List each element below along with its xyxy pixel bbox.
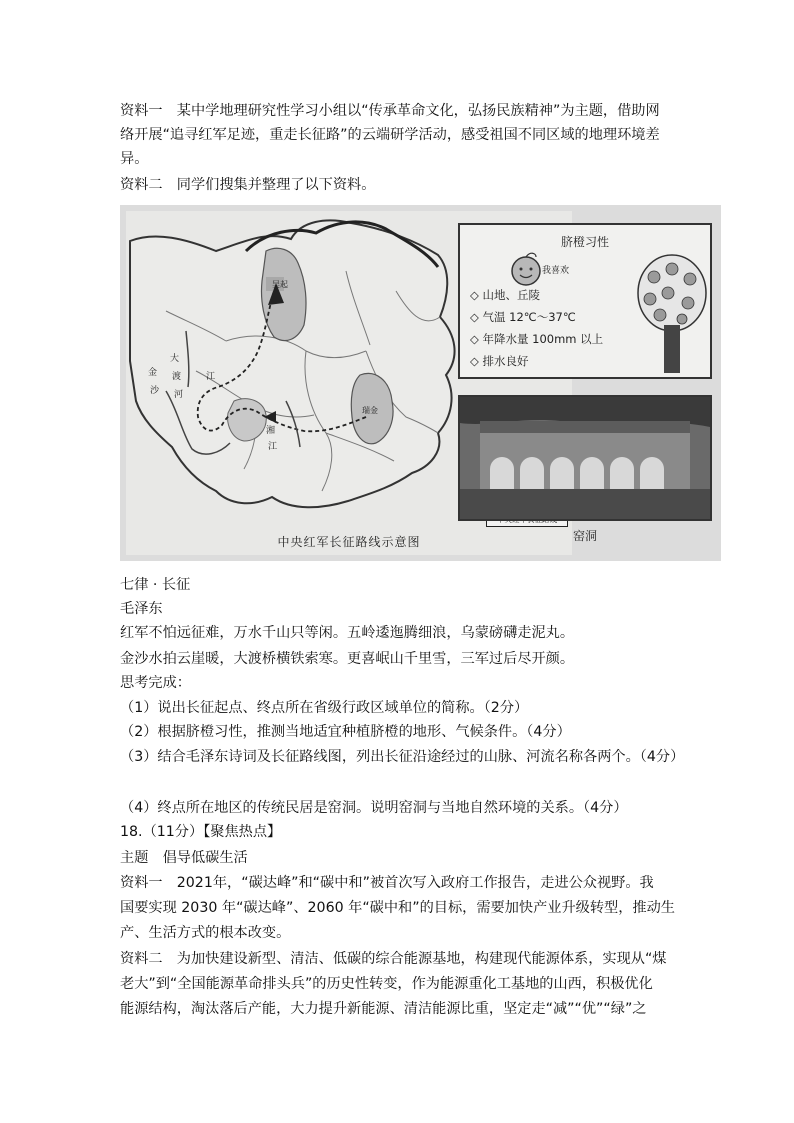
river-label-5: 沙: [150, 386, 160, 396]
q18-material2-line1: 资料二 为加快建设新型、清洁、低碳的综合能源基地，构建现代能源体系，实现从“煤: [120, 951, 667, 967]
material1-line3: 异。: [120, 151, 149, 167]
river-label-3: 河: [174, 390, 184, 400]
question-3: （3）结合毛泽东诗词及长征路线图，列出长征沿途经过的山脉、河流名称各两个。（4分）: [120, 749, 685, 765]
q18-header: 18.（11分）【聚焦热点】: [120, 824, 282, 840]
poem-author: 毛泽东: [120, 601, 163, 617]
q18-material1-line2: 国要实现 2030 年“碳达峰”、2060 年“碳中和”的目标，需要加快产业升级转型，推动生: [120, 900, 675, 916]
navel-item-1: ◇ 山地、丘陵: [470, 288, 540, 302]
q18-theme: 主题 倡导低碳生活: [120, 850, 248, 866]
cave-dwelling-drawing: [460, 397, 710, 519]
question-4: （4）终点所在地区的传统民居是窑洞。说明窑洞与当地自然环境的关系。（4分）: [120, 800, 628, 816]
material2-intro: 资料二 同学们搜集并整理了以下资料。: [120, 177, 376, 193]
poem-line-2: 金沙水拍云崖暖，大渡桥横铁索寒。更喜岷山千里雪，三军过后尽开颜。: [120, 651, 575, 667]
navel-item-3: ◇ 年降水量 100mm 以上: [470, 332, 604, 346]
navel-orange-panel: [458, 223, 712, 379]
q18-material1-line1: 资料一 2021年，“碳达峰”和“碳中和”被首次写入政府工作报告，走进公众视野。我: [120, 875, 654, 891]
think-heading: 思考完成：: [120, 675, 191, 691]
q18-material2-line2: 老大”到“全国能源革命排头兵”的历史性转变，作为能源重化工基地的山西，积极优化: [120, 976, 653, 992]
q18-material1-line3: 产、生活方式的根本改变。: [120, 925, 291, 941]
start-label: 瑞金: [362, 406, 378, 415]
navel-item-4: ◇ 排水良好: [470, 354, 529, 368]
navel-speech: 我喜欢: [542, 266, 570, 276]
cave-dwelling-photo: [458, 395, 712, 521]
river-label-2: 渡: [172, 372, 182, 382]
river-label-6: 江: [206, 372, 216, 382]
river-label-7: 湘: [266, 426, 276, 436]
question-1: （1）说出长征起点、终点所在省级行政区域单位的简称。（2分）: [120, 700, 529, 716]
material1-line2: 络开展“追寻红军足迹，重走长征路”的云端研学活动，感受祖国不同区域的地理环境差: [120, 127, 660, 143]
river-label-8: 江: [268, 442, 278, 452]
poem-line-1: 红军不怕远征难，万水千山只等闲。五岭逶迤腾细浪，乌蒙磅礴走泥丸。: [120, 625, 575, 641]
navel-item-2: ◇ 气温 12℃～37℃: [470, 310, 576, 324]
end-label: 吴起: [272, 280, 288, 289]
figure-panel: [120, 205, 721, 561]
q18-material2-line3: 能源结构，淘汰落后产能，大力提升新能源、清洁能源比重，坚定走“减”“优”“绿”之: [120, 1001, 647, 1017]
cave-caption: 窑洞: [572, 529, 597, 543]
river-label-1: 大: [170, 354, 180, 364]
question-2: （2）根据脐橙习性，推测当地适宜种植脐橙的地形、气候条件。（4分）: [120, 724, 571, 740]
navel-title: 脐橙习性: [560, 235, 609, 249]
poem-title: 七律 · 长征: [120, 577, 191, 593]
orange-tree-icon: [634, 247, 710, 377]
map-caption: 中央红军长征路线示意图: [277, 535, 421, 549]
river-label-4: 金: [148, 368, 158, 378]
material1-line1: 资料一 某中学地理研究性学习小组以“传承革命文化，弘扬民族精神”为主题，借助网: [120, 103, 660, 119]
